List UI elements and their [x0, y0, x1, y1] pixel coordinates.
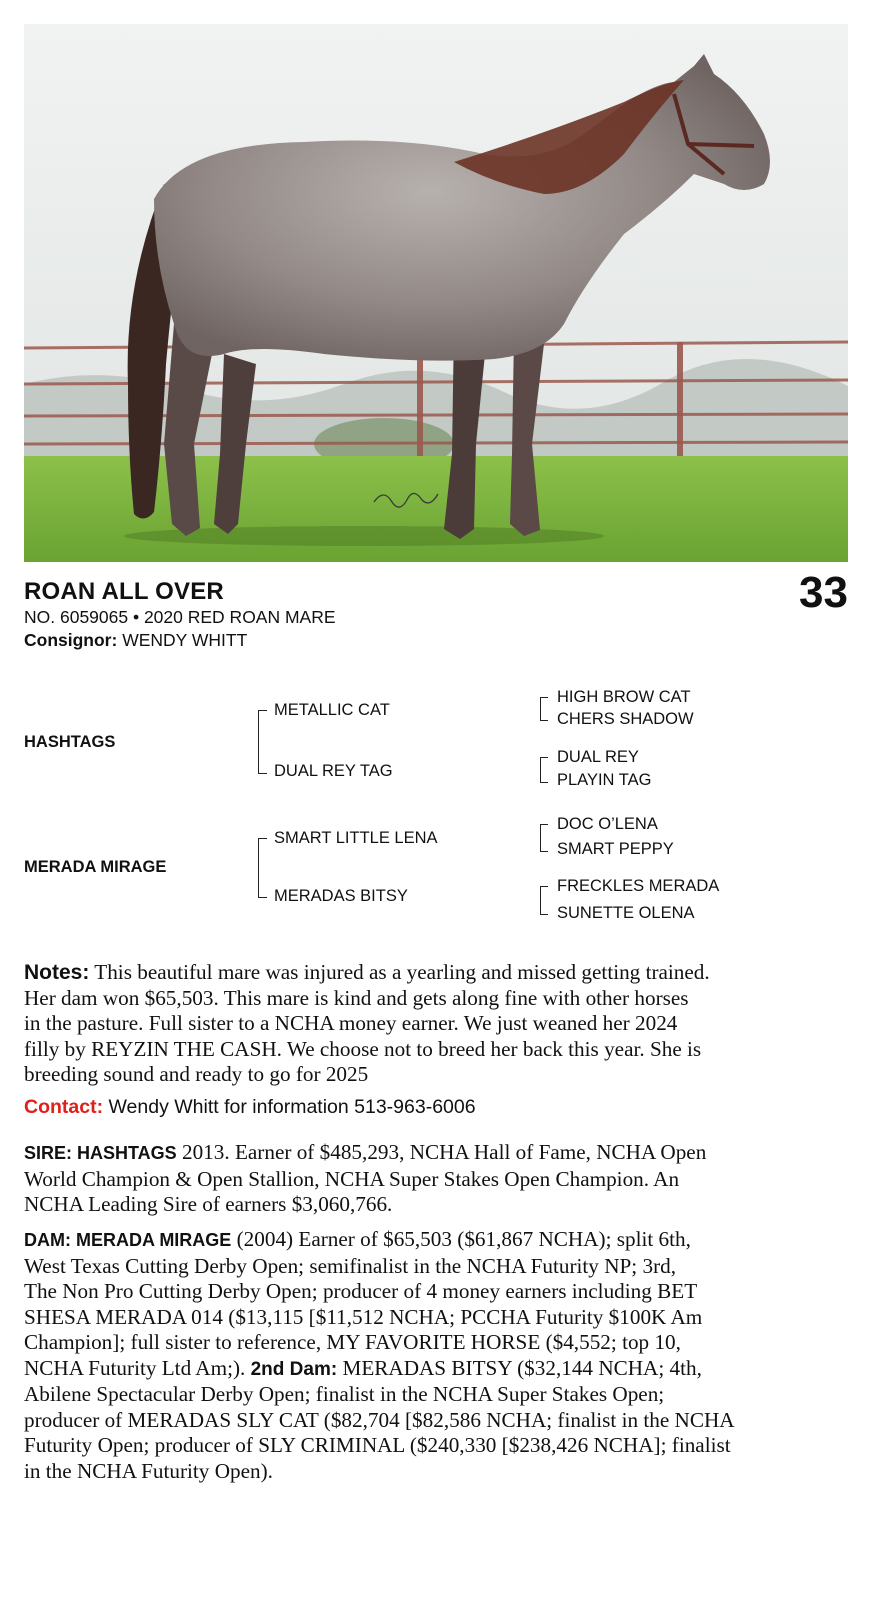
notes-line: breeding sound and ready to go for 2025 — [24, 1062, 369, 1086]
pedigree-dam-sire: SMART LITTLE LENA — [274, 829, 438, 847]
pedigree-sire: HASHTAGS — [24, 733, 116, 751]
pedigree-dam-dam: MERADAS BITSY — [274, 887, 408, 905]
sire-info-line: NCHA Leading Sire of earners $3,060,766. — [24, 1192, 393, 1216]
pedigree-gen3: PLAYIN TAG — [557, 771, 652, 789]
pedigree-gen3: HIGH BROW CAT — [557, 688, 691, 706]
contact-label: Contact: — [24, 1096, 104, 1118]
dam-info-line: Champion]; full sister to reference, MY FAVORITE HORSE ($4,552; top 10, — [24, 1330, 681, 1354]
dam-info-line: Abilene Spectacular Derby Open; finalist in the NCHA Super Stakes Open; — [24, 1382, 665, 1406]
sire-info-line: 2013. Earner of $485,293, NCHA Hall of Fame, NCHA Open — [181, 1140, 707, 1164]
notes-line: Her dam won $65,503. This mare is kind and gets along fine with other horses — [24, 985, 689, 1010]
notes-line: filly by REYZIN THE CASH. We choose not to breed her back this year. She is — [24, 1036, 702, 1061]
dam-info-label: DAM: MERADA MIRAGE — [24, 1230, 232, 1250]
pedigree-gen3: FRECKLES MERADA — [557, 877, 720, 895]
lot-number: 33 — [799, 568, 848, 617]
consignor-label: Consignor: — [24, 630, 118, 650]
dam-info-line: SHESA MERADA 014 ($13,115 [$11,512 NCHA; PCCHA Futurity $100K Am — [24, 1304, 703, 1329]
dam-info-line: NCHA Futurity Ltd Am;). — [24, 1355, 246, 1380]
pedigree-gen3: SUNETTE OLENA — [557, 904, 695, 922]
sire-info-line: World Champion & Open Stallion, NCHA Super Stakes Open Champion. An — [24, 1166, 680, 1191]
notes-label: Notes: — [24, 961, 90, 984]
dam-info-line: Futurity Open; producer of SLY CRIMINAL ($240,330 [$238,426 NCHA]; finalist — [24, 1433, 731, 1457]
pedigree-dam: MERADA MIRAGE — [24, 858, 167, 876]
dam-info-line: producer of MERADAS SLY CAT ($82,704 [$82,586 NCHA; finalist in the NCHA — [24, 1407, 735, 1432]
pedigree-bracket — [258, 710, 267, 774]
registration-line: NO. 6059065 • 2020 RED ROAN MARE — [24, 607, 336, 627]
pedigree-bracket — [258, 838, 267, 898]
pedigree-gen3: DOC O’LENA — [557, 815, 658, 833]
pedigree-gen3: CHERS SHADOW — [557, 710, 694, 728]
notes-line: This beautiful mare was injured as a yearling and missed getting trained. — [94, 960, 710, 984]
pedigree-gen3: SMART PEPPY — [557, 840, 674, 858]
notes-section — [24, 960, 850, 1088]
pedigree-sire-sire: METALLIC CAT — [274, 701, 390, 719]
horse-photo — [24, 24, 848, 562]
pedigree-bracket — [540, 824, 548, 852]
consignor-name: WENDY WHITT — [122, 630, 248, 650]
second-dam-label: 2nd Dam: — [250, 1358, 338, 1380]
dam-info-line: (2004) Earner of $65,503 ($61,867 NCHA); split 6th, — [236, 1227, 691, 1251]
notes-line: in the pasture. Full sister to a NCHA money earner. We just weaned her 2024 — [24, 1011, 678, 1035]
dam-info-line: The Non Pro Cutting Derby Open; producer of 4 money earners including BET — [24, 1279, 698, 1303]
pedigree-gen3: DUAL REY — [557, 748, 639, 766]
sire-info — [24, 1140, 850, 1218]
contact-line — [24, 1096, 476, 1119]
dam-info-line: in the NCHA Futurity Open). — [24, 1458, 273, 1483]
sire-info-label: SIRE: HASHTAGS — [24, 1143, 177, 1163]
pedigree-sire-dam: DUAL REY TAG — [274, 762, 393, 780]
consignor-line — [24, 630, 247, 651]
contact-text: Wendy Whitt for information 513-963-6006 — [108, 1096, 476, 1118]
dam-info — [24, 1227, 850, 1484]
pedigree-bracket — [540, 886, 548, 915]
horse-name: ROAN ALL OVER — [24, 578, 224, 605]
dam-info-line: MERADAS BITSY ($32,144 NCHA; 4th, — [342, 1355, 702, 1380]
dam-info-line: West Texas Cutting Derby Open; semifinalist in the NCHA Futurity NP; 3rd, — [24, 1253, 677, 1278]
pedigree-bracket — [540, 697, 548, 721]
pedigree-bracket — [540, 757, 548, 783]
